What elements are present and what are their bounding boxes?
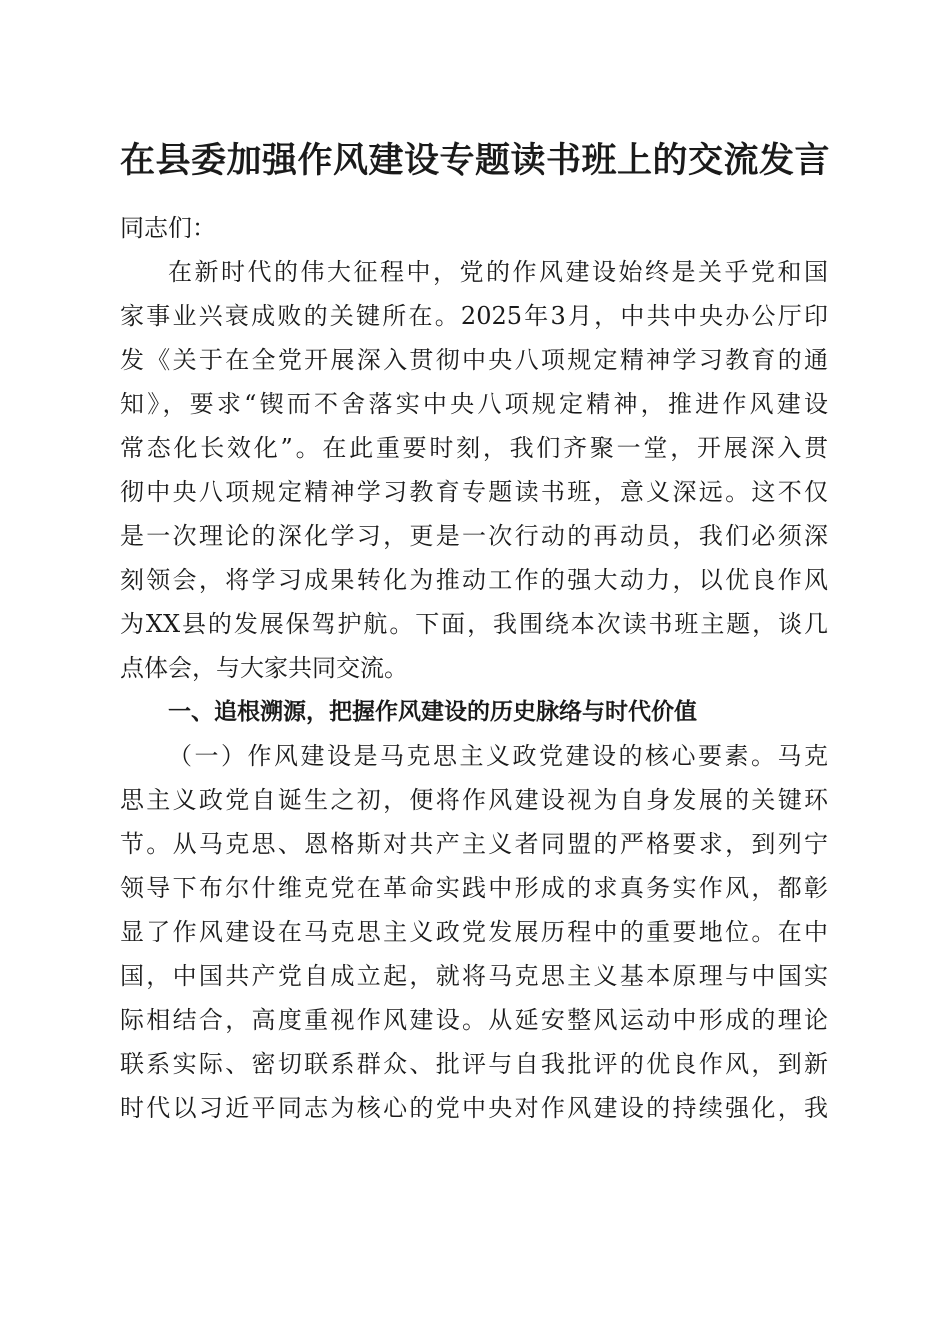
paragraph-line: 是一次理论的深化学习，更是一次行动的再动员，我们必须深 (120, 522, 828, 550)
paragraph-line: 刻领会，将学习成果转化为推动工作的强大动力，以优良作风 (120, 566, 828, 594)
paragraph-line: 为XX县的发展保驾护航。下面，我围绕本次读书班主题，谈几 (120, 610, 828, 638)
paragraph-line: 际相结合，高度重视作风建设。从延安整风运动中形成的理论 (120, 1006, 828, 1034)
paragraph-line: 联系实际、密切联系群众、批评与自我批评的优良作风，到新 (120, 1050, 828, 1078)
paragraph-line: 国，中国共产党自成立起，就将马克思主义基本原理与中国实 (120, 962, 828, 990)
paragraph-line: 常态化长效化”。在此重要时刻，我们齐聚一堂，开展深入贯 (120, 434, 828, 462)
paragraph-line: 思主义政党自诞生之初，便将作风建设视为自身发展的关键环 (120, 786, 828, 814)
salutation: 同志们： (120, 214, 216, 242)
paragraph-line: 发《关于在全党开展深入贯彻中央八项规定精神学习教育的通 (120, 346, 828, 374)
paragraph-line: 在新时代的伟大征程中，党的作风建设始终是关乎党和国 (168, 258, 828, 286)
paragraph-line: 点体会，与大家共同交流。 (120, 654, 408, 682)
section-heading: 一、追根溯源，把握作风建设的历史脉络与时代价值 (168, 699, 697, 725)
paragraph-line: 时代以习近平同志为核心的党中央对作风建设的持续强化，我 (120, 1094, 828, 1122)
paragraph-line: 知》，要求“锲而不舍落实中央八项规定精神，推进作风建设 (120, 390, 828, 418)
document-body (120, 206, 828, 1130)
paragraph-line: 节。从马克思、恩格斯对共产主义者同盟的严格要求，到列宁 (120, 830, 828, 858)
paragraph-line: 领导下布尔什维克党在革命实践中形成的求真务实作风，都彰 (120, 874, 828, 902)
paragraph-line: 家事业兴衰成败的关键所在。2025年3月，中共中央办公厅印 (120, 302, 828, 330)
document-title: 在县委加强作风建设专题读书班上的交流发言 (119, 140, 830, 181)
paragraph-line: 彻中央八项规定精神学习教育专题读书班，意义深远。这不仅 (120, 478, 828, 506)
paragraph-line: （一）作风建设是马克思主义政党建设的核心要素。马克 (168, 742, 828, 770)
paragraph-line: 显了作风建设在马克思主义政党发展历程中的重要地位。在中 (120, 918, 828, 946)
